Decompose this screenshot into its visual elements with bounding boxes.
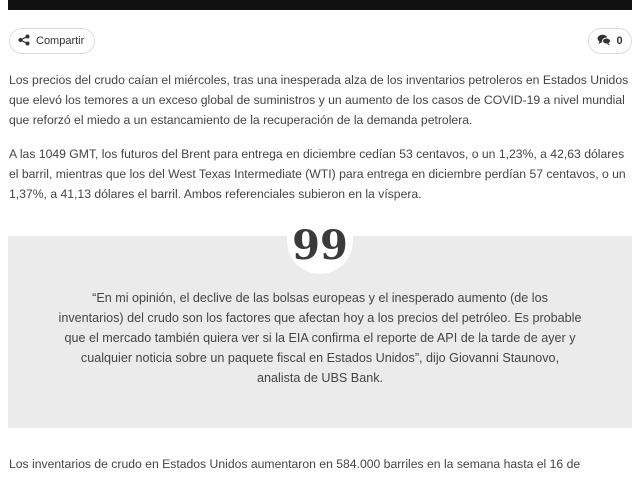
article-paragraph: Los inventarios de crudo en Estados Unidos aumentaron en 584.000 barriles en la semana hasta el 16 de <box>9 457 581 471</box>
quote-mark-icon: 99 <box>292 222 348 269</box>
share-icon <box>18 34 30 49</box>
comments-button[interactable] <box>588 28 632 54</box>
share-button[interactable] <box>9 28 95 54</box>
quote-text: “En mi opinión, el declive de las bolsas europeas y el inesperado aumento (de los inventarios) del crudo son los factores que afectan hoy a los precios del petróleo. Es probable que el mercado también quiera ver si la EIA confirma el reporte de API de la tarde de ayer y cualquier noticia sobre un paquete fiscal en Estados Unidos”, dijo Giovanni Staunovo, analista de UBS Bank. <box>58 291 582 385</box>
quote-badge <box>287 222 353 274</box>
comment-count: 0 <box>616 35 623 47</box>
article-paragraph: Los precios del crudo caían el miércoles, tras una inesperada alza de los inventarios petroleros en Estados Unidos que elevó los temores a un exceso global de suministros y un aumento de los casos de COVID-19 a nivel mundial que reforzó el miedo a un estancamiento de la recuperación de la demanda petrolera. <box>9 73 629 127</box>
article-actions <box>0 28 640 56</box>
share-label: Compartir <box>36 35 85 47</box>
comments-icon <box>597 34 611 49</box>
top-media-bar <box>8 0 632 10</box>
article-paragraph: A las 1049 GMT, los futuros del Brent para entrega en diciembre cedían 53 centavos, o un 1,23%, a 42,63 dólares el barril, mientras que los del West Texas Intermediate (WTI) para entrega en diciembre perdían 57 centavos, o un 1,37%, a 41,13 dólares el barril. Ambos referenciales subieron en la víspera. <box>9 147 626 201</box>
